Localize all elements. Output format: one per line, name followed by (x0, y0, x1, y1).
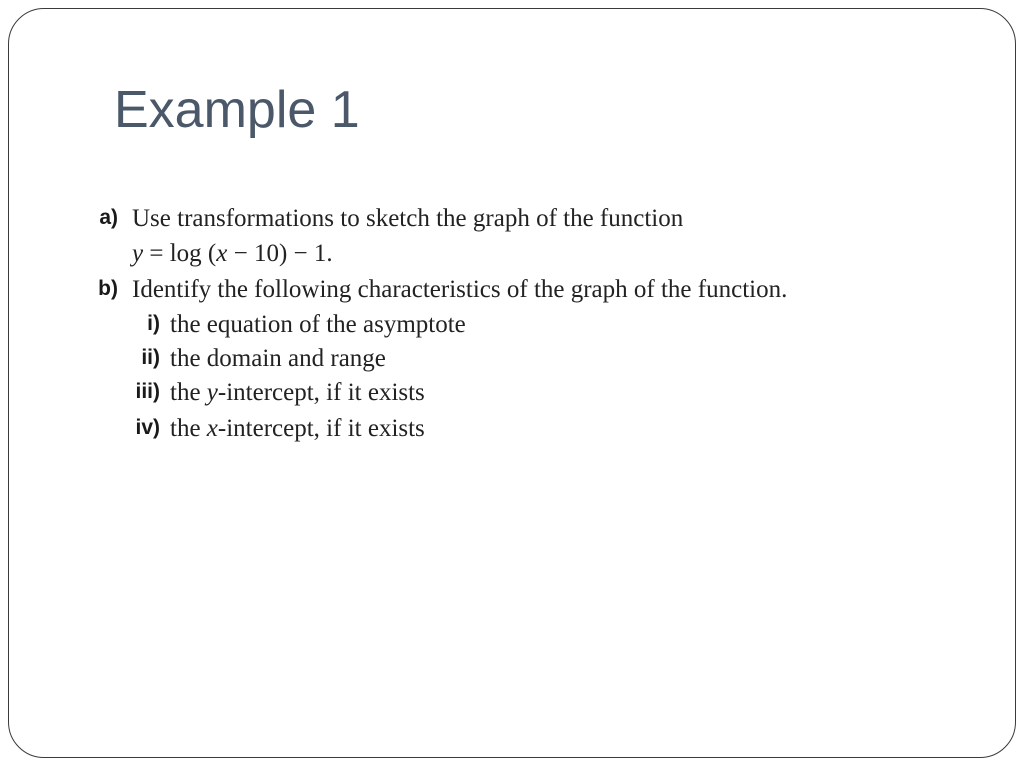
equation-eq: = log ( (143, 240, 217, 267)
item-text (170, 380, 425, 405)
slide-title: Example 1 (114, 81, 360, 139)
item-text-post: -intercept, if it exists (217, 415, 425, 442)
part-a-label: a) (99, 206, 118, 229)
item-label: ii) (141, 346, 160, 369)
item-text-pre: the (170, 415, 207, 442)
item-text: the domain and range (170, 345, 386, 372)
item-text (170, 416, 425, 441)
equation-x: x (216, 240, 228, 267)
equation-rest: − 10) − 1. (227, 240, 333, 267)
item-text-var: x (206, 415, 218, 442)
part-b-text: Identify the following characteristics of the graph of the function. (132, 276, 788, 303)
item-text: the equation of the asymptote (170, 311, 466, 338)
item-text-pre: the (170, 379, 207, 406)
part-a-text: Use transformations to sketch the graph of the function (132, 205, 684, 232)
item-text-post: -intercept, if it exists (217, 379, 425, 406)
item-label: iv) (135, 416, 160, 439)
item-label: iii) (135, 380, 160, 403)
item-text-var: y (206, 379, 218, 406)
equation (132, 241, 333, 266)
equation-y: y (132, 240, 144, 267)
item-label: i) (147, 312, 160, 335)
part-b-label: b) (98, 277, 118, 300)
